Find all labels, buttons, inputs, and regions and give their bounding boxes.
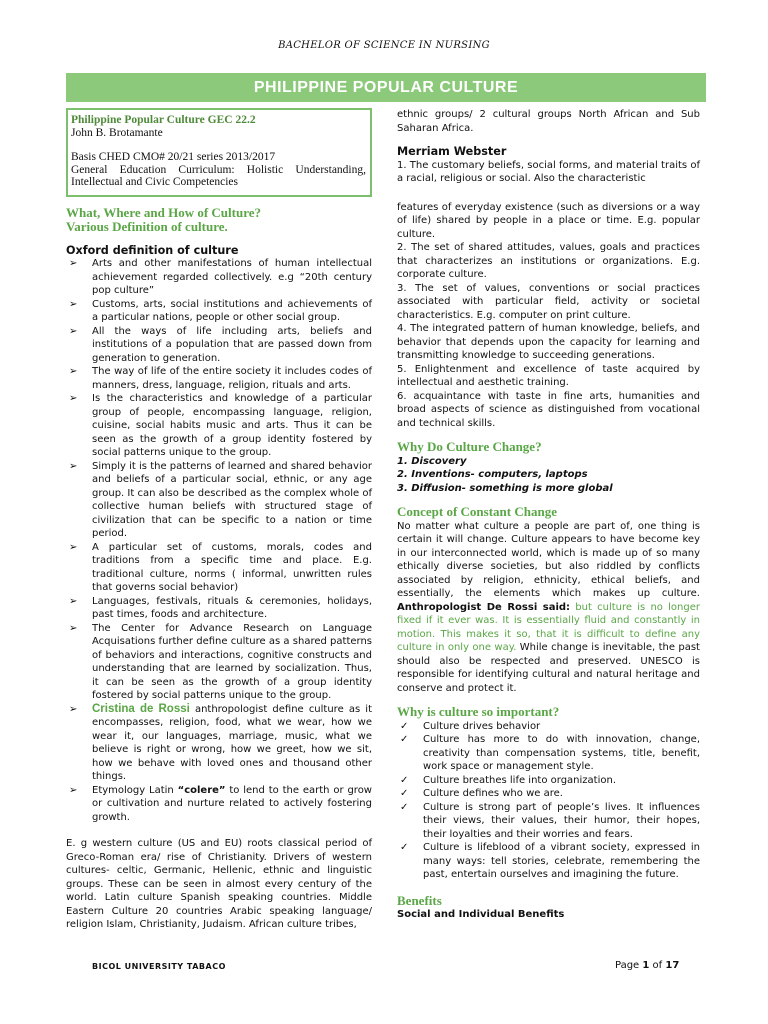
course-info-box [66, 108, 372, 197]
list-item: ➢ Languages, festivals, rituals & ceremonies, holidays, past times, foods and architecture. [69, 595, 372, 620]
continued-paragraph: ethnic groups/ 2 cultural groups North African and Sub Saharan Africa. [397, 109, 700, 134]
oxford-title: Oxford definition of culture [66, 243, 239, 257]
importance-list [397, 720, 700, 882]
list-item: ➢ A particular set of customs, morals, codes and traditions from a specific time and place. E.g. traditional culture, norms ( informal, unwritten rules that governs social behavior) [69, 541, 372, 593]
arrow-bullet-icon: ➢ [69, 622, 78, 634]
list-item: 3. Diffusion- something is more global [397, 482, 613, 494]
list-item: ✓ Culture is strong part of people’s lives. It influences their views, their values, their humor, their hopes, their loyalties and their worries and fears. [400, 801, 700, 840]
arrow-bullet-icon: ➢ [69, 595, 78, 607]
course-title: Philippine Popular Culture GEC 22.2 [71, 114, 256, 126]
list-item-etymology: ➢ Etymology Latin “colere” to lend to the earth or grow or cultivation and nurture related to actively fostering growth. [69, 784, 372, 823]
list-item: ✓ Culture has more to do with innovation, change, creativity than compensation systems, title, benefit, work space or management style. [400, 734, 700, 772]
why-culture-change-title: Why Do Culture Change? [397, 439, 542, 454]
footer-school: BICOL UNIVERSITY TABACO [92, 962, 226, 971]
list-item: ➢ Is the characteristics and knowledge of a particular group of people, encompassing language, religion, cuisine, social habits music and arts. Thus it can be seen as the growth of a group identity fostered by social patterns unique to the group. [69, 393, 372, 458]
western-culture-paragraph: E. g western culture (US and EU) roots classical period of Greco-Roman era/ rise of Christianity. Drivers of western cultures- celtic, Germanic, Hellenic, ethnic and linguistic groups. These can be seen in almost every century of the world. Latin culture Spanish speaking countries. Middle Eastern Culture 20 countries Arabic speaking language/ religion Islam, Christianity, Judaism. African culture tribes, [66, 838, 372, 930]
de-rossi-quote: but culture is no longer fixed if it ever was. It is essentially fluid and constantly in motion. This makes it so, that it is difficult to define any culture in only one way. [397, 601, 700, 653]
arrow-bullet-icon: ➢ [69, 460, 78, 472]
left-column [66, 108, 372, 932]
list-item: ➢ The Center for Advance Research on Language Acquisations further define culture as a shared patterns of behaviors and interactions, cognitive constructs and understanding that are learned by socialization. Thus, it can be seen as the growth of a group identity fostered by social patterns unique to the group. [69, 622, 372, 701]
list-item: ✓ Culture defines who we are. [400, 788, 563, 799]
mw-definition-5: 5. Enlightenment and excellence of taste acquired by intellectual and aesthetic training. [397, 363, 700, 388]
mw-definition-3: 3. The set of values, conventions or social practices associated with particular field, activity or societal characteristics. E.g. computer on print culture. [397, 282, 700, 321]
arrow-bullet-icon: ➢ [69, 784, 78, 796]
arrow-bullet-icon: ➢ [69, 703, 78, 715]
checkmark-icon: ✓ [400, 842, 409, 853]
heading-various-definition: Various Definition of culture. [66, 219, 228, 234]
arrow-bullet-icon: ➢ [69, 298, 78, 310]
arrow-bullet-icon: ➢ [69, 541, 78, 553]
de-rossi-label: Anthropologist De Rossi said: [397, 601, 571, 613]
mw-definition-2: 2. The set of shared attitudes, values, goals and practices that characterizes an institutions or organizations. E.g. corporate culture. [397, 242, 700, 280]
title-banner: PHILIPPINE POPULAR CULTURE [66, 73, 706, 102]
list-item: ✓ Culture drives behavior [400, 720, 541, 732]
checkmark-icon: ✓ [400, 734, 409, 745]
oxford-list [66, 257, 372, 824]
mw-definition-4: 4. The integrated pattern of human knowledge, beliefs, and behavior that depends upon the capacity for learning and transmitting knowledge to succeeding generations. [397, 323, 700, 361]
list-item: ✓ Culture breathes life into organization. [400, 774, 616, 786]
checkmark-icon: ✓ [400, 720, 409, 732]
benefits-subtitle: Social and Individual Benefits [397, 909, 565, 920]
mw-definition-6: 6. acquaintance with taste in fine arts, humanities and broad aspects of science as distinguished from vocational and technical skills. [397, 390, 700, 429]
document-header: BACHELOR OF SCIENCE IN NURSING [278, 40, 490, 51]
list-item: ✓ Culture is lifeblood of a vibrant society, expressed in many ways: tell stories, celebrate, remembering the past, entertain ourselves and imagining the future. [400, 842, 700, 880]
constant-change-title: Concept of Constant Change [397, 504, 557, 519]
merriam-webster-title: Merriam Webster [397, 145, 507, 158]
arrow-bullet-icon: ➢ [69, 393, 78, 404]
basis: Basis CHED CMO# 20/21 series 2013/2017 [71, 151, 276, 163]
author: John B. Brotamante [71, 126, 163, 139]
cristina-name: Cristina de Rossi [92, 702, 190, 715]
checkmark-icon: ✓ [400, 788, 409, 799]
list-item: 1. Discovery [397, 455, 467, 467]
mw-definition-1b: features of everyday existence (such as diversions or a way of life) shared by people in a place or time. E.g. popular culture. [397, 201, 700, 240]
heading-what-where-how: What, Where and How of Culture? [66, 204, 262, 220]
benefits-title: Benefits [397, 892, 442, 908]
list-item: ➢ Simply it is the patterns of learned and shared behavior and beliefs of a particular social, ethnic, or any age group. It can also be described as the complex whole of collective human beliefs with structured stage of civilization that can be specific to a nation or time period. [69, 460, 372, 539]
list-item: ➢ All the ways of life including arts, beliefs and institutions of a population that are passed down from generation to generation. [69, 325, 372, 364]
page-number: Page 1 of 17 [615, 960, 680, 971]
curriculum: General Education Curriculum: Holistic Understanding, Intellectual and Civic Competencies [71, 163, 366, 188]
mw-definition-1a: 1. The customary beliefs, social forms, and material traits of a racial, religious or social. Also the characteristic [397, 159, 700, 184]
arrow-bullet-icon: ➢ [69, 325, 78, 337]
right-column [397, 108, 700, 922]
list-item-cristina: ➢ Cristina de Rossi anthropologist define culture as it encompasses, religion, food, what we wear, how we wear it, our languages, marriage, music, what we believe is right or wrong, how we greet, how we sit, how we behave with loved ones and thousand other things. [69, 702, 372, 782]
list-item: ➢ Arts and other manifestations of human intellectual achievement regarded collectively. e.g “20th century pop culture” [69, 258, 372, 296]
checkmark-icon: ✓ [400, 801, 409, 813]
arrow-bullet-icon: ➢ [69, 366, 78, 377]
constant-change-paragraph: No matter what culture a people are part of, one thing is certain it will change. Culture appears to have become key in our interconnected world, which is made up of so many ethically diverse societies, but also riddled by conflicts associated by religion, ethnicity, ethical beliefs, and essentially, the elements which makes up culture. Anthropologist De Rossi said: but culture is no longer fixed if it ever was. It is essentially fluid and constantly in motion. This makes it so, that it is difficult to define any culture in only one way. While change is inevitable, the past should also be respected and preserved. UNESCO is responsible for identifying cultural and natural heritage and conserve and protect it. [397, 520, 700, 694]
checkmark-icon: ✓ [400, 774, 409, 786]
arrow-bullet-icon: ➢ [69, 258, 78, 269]
list-item: ➢ Customs, arts, social institutions and achievements of a particular nations, people or other social group. [69, 298, 372, 323]
list-item: 2. Inventions- computers, laptops [397, 469, 588, 480]
list-item: ➢ The way of life of the entire society it includes codes of manners, dress, language, religion, rituals and arts. [69, 366, 372, 391]
culture-important-title: Why is culture so important? [397, 704, 560, 719]
